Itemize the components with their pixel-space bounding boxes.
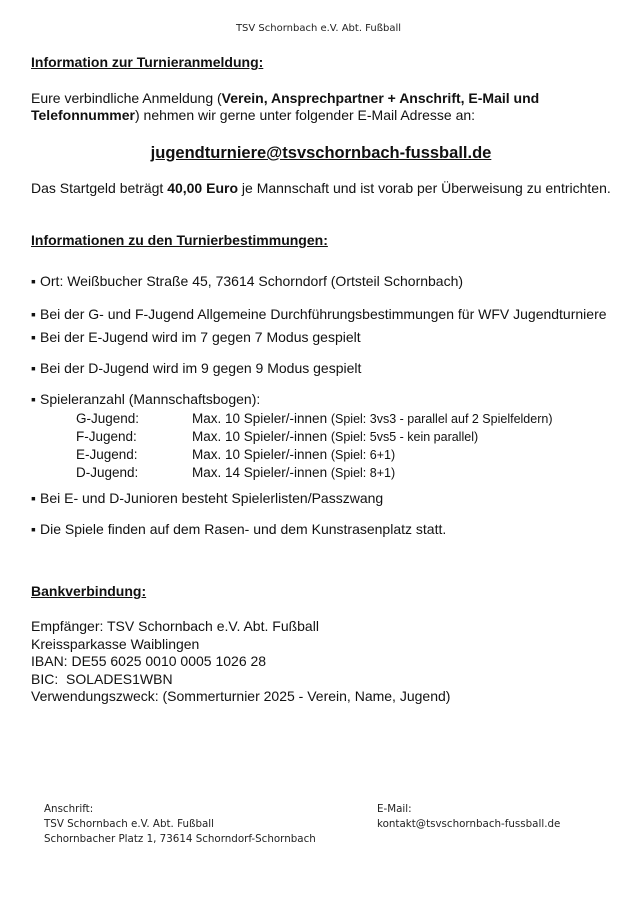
bullet-icon: ▪ — [31, 490, 36, 506]
player-row-label: G-Jugend: — [76, 411, 140, 426]
player-row-f-jugend — [76, 428, 611, 446]
document-body — [31, 54, 611, 706]
bank-details — [31, 618, 611, 706]
player-row-max: Max. 10 Spieler/-innen — [192, 411, 328, 426]
bank-heading: Bankverbindung: — [31, 583, 147, 599]
footer-address-line: TSV Schornbach e.V. Abt. Fußball — [44, 818, 215, 830]
footer-address-label: Anschrift: — [44, 803, 94, 815]
player-row-g-jugend — [76, 410, 611, 428]
registration-text-part-1: Eure verbindliche Anmeldung ( — [31, 90, 222, 106]
bullet-icon: ▪ — [31, 273, 36, 289]
bullet-icon: ▪ — [31, 360, 36, 376]
footer-email-label: E-Mail: — [377, 803, 412, 815]
rules-item-text: Bei E- und D-Junioren besteht Spielerlisten/Passzwang — [40, 490, 384, 506]
rules-item-text: Bei der G- und F-Jugend Allgemeine Durchführungsbestimmungen für WFV Jugendturniere — [40, 306, 607, 322]
fee-text — [31, 180, 611, 197]
player-row-d-jugend — [76, 464, 611, 482]
player-row-note: (Spiel: 8+1) — [330, 466, 396, 480]
player-row-label: D-Jugend: — [76, 465, 139, 480]
bank-iban: IBAN: DE55 6025 0010 0005 1026 28 — [31, 653, 267, 669]
bullet-icon: ▪ — [31, 521, 36, 537]
page-header: TSV Schornbach e.V. Abt. Fußball — [235, 23, 402, 34]
player-row-value — [192, 464, 395, 482]
rules-item-passzwang — [31, 490, 611, 507]
player-count-table — [76, 410, 611, 482]
player-row-value — [192, 446, 395, 464]
player-row-max: Max. 10 Spieler/-innen — [192, 447, 328, 462]
rules-item-location — [31, 273, 611, 290]
bank-reference: Verwendungszweck: (Sommerturnier 2025 - Verein, Name, Jugend) — [31, 688, 451, 704]
registration-heading: Information zur Turnieranmeldung: — [31, 54, 264, 70]
registration-email-link[interactable]: jugendturniere@tsvschornbach-fussball.de — [150, 144, 492, 162]
footer-email — [377, 802, 560, 832]
bullet-icon: ▪ — [31, 306, 36, 322]
registration-text-part-2: ) nehmen wir gerne unter folgender E-Mail Adresse an: — [134, 107, 476, 123]
rules-item-player-count — [31, 391, 611, 408]
rules-item-e-jugend — [31, 329, 611, 346]
bank-name: Kreissparkasse Waiblingen — [31, 635, 200, 652]
rules-item-gf-jugend — [31, 303, 611, 326]
rules-item-d-jugend — [31, 360, 611, 377]
rules-item-fields — [31, 521, 611, 538]
registration-text — [31, 90, 611, 124]
rules-item-text: Bei der D-Jugend wird im 9 gegen 9 Modus gespielt — [40, 360, 362, 376]
rules-heading: Informationen zu den Turnierbestimmungen: — [31, 232, 328, 248]
bank-recipient: Empfänger: TSV Schornbach e.V. Abt. Fußball — [31, 618, 319, 634]
footer-email-link[interactable]: kontakt@tsvschornbach-fussball.de — [377, 818, 561, 830]
player-row-max: Max. 10 Spieler/-innen — [192, 429, 328, 444]
registration-text-bold: Verein, Ansprechpartner + Anschrift, E-Mail und Telefonnummer — [31, 90, 540, 123]
player-row-value — [192, 428, 478, 446]
fee-amount: 40,00 Euro — [167, 180, 239, 196]
rules-item-text: Die Spiele finden auf dem Rasen- und dem Kunstrasenplatz statt. — [40, 521, 447, 537]
player-row-e-jugend — [76, 446, 611, 464]
fee-text-part-1: Das Startgeld beträgt — [31, 180, 168, 196]
rules-item-text: Ort: Weißbucher Straße 45, 73614 Schorndorf (Ortsteil Schornbach) — [40, 273, 464, 289]
rules-item-text: Spieleranzahl (Mannschaftsbogen): — [40, 391, 261, 407]
fee-text-part-2: je Mannschaft und ist vorab per Überweisung zu entrichten. — [238, 180, 611, 196]
bullet-icon: ▪ — [31, 329, 36, 345]
rules-item-text: Bei der E-Jugend wird im 7 gegen 7 Modus gespielt — [40, 329, 361, 345]
player-row-note: (Spiel: 3vs3 - parallel auf 2 Spielfeldern) — [330, 412, 553, 426]
player-row-note: (Spiel: 5vs5 - kein parallel) — [330, 430, 479, 444]
bank-bic: BIC: SOLADES1WBN — [31, 670, 173, 687]
player-row-label: E-Jugend: — [76, 447, 138, 462]
player-row-label: F-Jugend: — [76, 429, 137, 444]
bullet-icon: ▪ — [31, 391, 36, 407]
player-row-max: Max. 14 Spieler/-innen — [192, 465, 328, 480]
player-row-note: (Spiel: 6+1) — [330, 448, 396, 462]
footer-address — [44, 802, 316, 847]
player-row-value — [192, 410, 553, 428]
footer-address-line: Schornbacher Platz 1, 73614 Schorndorf-Schornbach — [44, 833, 316, 845]
